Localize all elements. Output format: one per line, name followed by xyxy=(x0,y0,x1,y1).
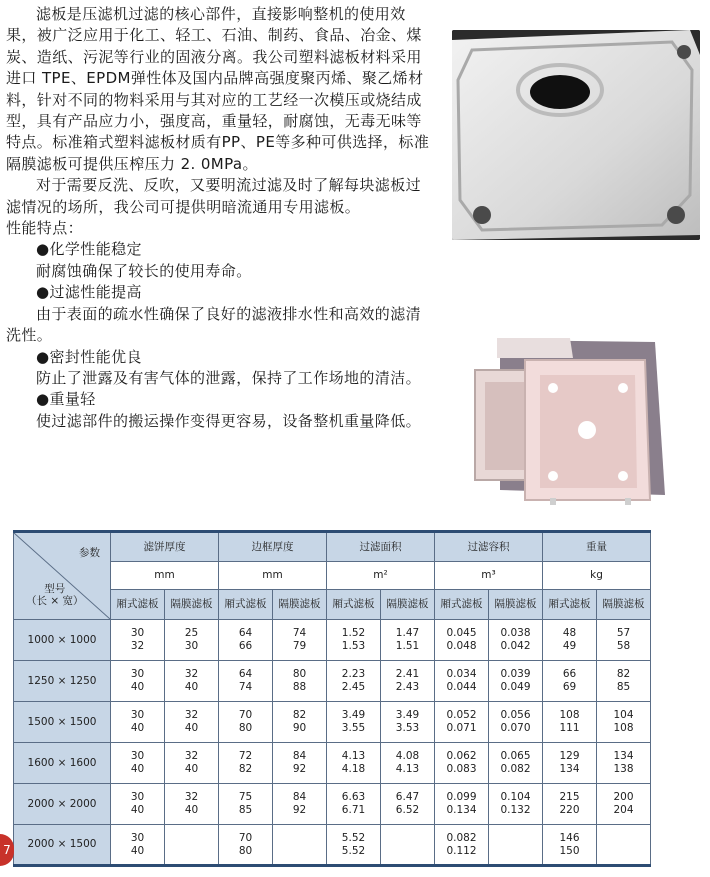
table-row xyxy=(14,702,651,743)
value-cell: 0.052 0.071 xyxy=(435,702,489,743)
value-cell: 215 220 xyxy=(543,784,597,825)
value-cell: 32 40 xyxy=(165,743,219,784)
backwash-paragraph: 对于需要反洗、反吹，又要明流过滤及时了解每块滤板过滤情况的场所，我公司可提供明暗流通用专用滤板。 xyxy=(6,176,422,216)
corner-model-label xyxy=(26,583,83,607)
value-cell: 4.13 4.18 xyxy=(327,743,381,784)
value-cell xyxy=(381,825,435,866)
unit-cell: kg xyxy=(543,562,651,590)
table-row xyxy=(14,743,651,784)
value-cell: 72 82 xyxy=(219,743,273,784)
value-cell: 80 88 xyxy=(273,661,327,702)
plate-type-header: 隔膜滤板 xyxy=(381,590,435,620)
model-cell: 1000 × 1000 xyxy=(14,620,111,661)
plate-type-header: 隔膜滤板 xyxy=(273,590,327,620)
value-cell: 0.056 0.070 xyxy=(489,702,543,743)
model-cell: 1250 × 1250 xyxy=(14,661,111,702)
feature-description: 由于表面的疏水性确保了良好的滤液排水性和高效的滤清洗性。 xyxy=(6,304,422,345)
feature-description: 使过滤部件的搬运操作变得更容易，设备整机重量降低。 xyxy=(36,411,422,430)
value-cell: 70 80 xyxy=(219,702,273,743)
value-cell: 6.63 6.71 xyxy=(327,784,381,825)
value-cell: 30 40 xyxy=(111,661,165,702)
value-cell: 5.52 5.52 xyxy=(327,825,381,866)
value-cell: 3.49 3.53 xyxy=(381,702,435,743)
value-cell: 0.099 0.134 xyxy=(435,784,489,825)
value-cell xyxy=(165,825,219,866)
value-cell: 0.038 0.042 xyxy=(489,620,543,661)
value-cell xyxy=(489,825,543,866)
value-cell: 108 111 xyxy=(543,702,597,743)
unit-cell: m³ xyxy=(435,562,543,590)
value-cell: 74 79 xyxy=(273,620,327,661)
plate-type-header: 隔膜滤板 xyxy=(489,590,543,620)
features-title: 性能特点： xyxy=(6,219,84,238)
value-cell xyxy=(597,825,651,866)
value-cell: 84 92 xyxy=(273,743,327,784)
value-cell: 30 40 xyxy=(111,743,165,784)
param-header: 过滤容积 xyxy=(435,532,543,562)
value-cell: 30 40 xyxy=(111,784,165,825)
unit-cell: mm xyxy=(219,562,327,590)
value-cell: 32 40 xyxy=(165,661,219,702)
plate-type-header: 隔膜滤板 xyxy=(165,590,219,620)
value-cell: 1.52 1.53 xyxy=(327,620,381,661)
value-cell: 48 49 xyxy=(543,620,597,661)
value-cell: 57 58 xyxy=(597,620,651,661)
model-cell: 2000 × 2000 xyxy=(14,784,111,825)
model-label: 型号 xyxy=(44,583,66,595)
plate-type-header: 厢式滤板 xyxy=(219,590,273,620)
param-header: 滤饼厚度 xyxy=(111,532,219,562)
spec-table xyxy=(13,530,651,867)
value-cell: 134 138 xyxy=(597,743,651,784)
value-cell: 4.08 4.13 xyxy=(381,743,435,784)
value-cell: 25 30 xyxy=(165,620,219,661)
feature-title: ●重量轻 xyxy=(36,390,96,409)
value-cell: 32 40 xyxy=(165,784,219,825)
value-cell: 0.039 0.049 xyxy=(489,661,543,702)
intro-paragraph: 滤板是压滤机过滤的核心部件，直接影响整机的使用效果，被广泛应用于化工、轻工、石油、制药、食品、冶金、煤炭、造纸、污泥等行业的固液分离。我公司塑料滤板材料采用进口 TPE、EPDM弹性体及国内品牌高强度聚丙烯、聚乙烯材料，针对不同的物料采用与其对应的工艺经一次模压或烧结成型，具有产品应力小，强度高，重量轻，耐腐蚀，无毒无味等特点。标准箱式塑料滤板材质有PP、PE等多种可供选择，标准隔膜滤板可提供压榨压力 2. 0MPa。 xyxy=(6,5,430,173)
value-cell: 30 40 xyxy=(111,825,165,866)
value-cell: 0.045 0.048 xyxy=(435,620,489,661)
value-cell: 82 85 xyxy=(597,661,651,702)
value-cell: 0.082 0.112 xyxy=(435,825,489,866)
filter-plate-illustration xyxy=(452,30,700,240)
plate-type-header: 隔膜滤板 xyxy=(597,590,651,620)
value-cell: 64 66 xyxy=(219,620,273,661)
table-corner xyxy=(14,532,111,620)
page-number: 7 xyxy=(0,834,14,866)
model-cell: 1600 × 1600 xyxy=(14,743,111,784)
plate-type-header: 厢式滤板 xyxy=(543,590,597,620)
model-cell: 2000 × 1500 xyxy=(14,825,111,866)
table-row xyxy=(14,620,651,661)
plate-type-header: 厢式滤板 xyxy=(435,590,489,620)
filter-plates-stack-photo xyxy=(455,330,670,505)
value-cell: 3.49 3.55 xyxy=(327,702,381,743)
filter-plate-photo xyxy=(452,30,700,240)
value-cell: 6.47 6.52 xyxy=(381,784,435,825)
value-cell xyxy=(273,825,327,866)
description-text xyxy=(6,4,436,432)
value-cell: 2.41 2.43 xyxy=(381,661,435,702)
value-cell: 0.104 0.132 xyxy=(489,784,543,825)
value-cell: 64 74 xyxy=(219,661,273,702)
corner-param-label: 参数 xyxy=(79,547,100,559)
feature-description: 防止了泄露及有害气体的泄露，保持了工作场地的清洁。 xyxy=(36,368,422,387)
plate-type-header: 厢式滤板 xyxy=(327,590,381,620)
unit-cell: mm xyxy=(111,562,219,590)
table-row xyxy=(14,784,651,825)
value-cell: 129 134 xyxy=(543,743,597,784)
feature-title: ●密封性能优良 xyxy=(36,347,142,366)
param-header: 边框厚度 xyxy=(219,532,327,562)
value-cell: 70 80 xyxy=(219,825,273,866)
value-cell: 32 40 xyxy=(165,702,219,743)
value-cell: 30 40 xyxy=(111,702,165,743)
value-cell: 75 85 xyxy=(219,784,273,825)
model-cell: 1500 × 1500 xyxy=(14,702,111,743)
features-list xyxy=(6,239,436,432)
value-cell: 0.065 0.082 xyxy=(489,743,543,784)
value-cell: 104 108 xyxy=(597,702,651,743)
plates-stack-illustration xyxy=(455,330,670,505)
table-row xyxy=(14,825,651,866)
value-cell: 2.23 2.45 xyxy=(327,661,381,702)
value-cell: 82 90 xyxy=(273,702,327,743)
value-cell: 1.47 1.51 xyxy=(381,620,435,661)
table-row xyxy=(14,661,651,702)
feature-title: ●过滤性能提高 xyxy=(36,283,142,302)
value-cell: 0.034 0.044 xyxy=(435,661,489,702)
unit-cell: m² xyxy=(327,562,435,590)
value-cell: 66 69 xyxy=(543,661,597,702)
plate-type-header: 厢式滤板 xyxy=(111,590,165,620)
value-cell: 30 32 xyxy=(111,620,165,661)
param-header: 过滤面积 xyxy=(327,532,435,562)
value-cell: 84 92 xyxy=(273,784,327,825)
value-cell: 146 150 xyxy=(543,825,597,866)
model-size-label: （长 × 宽） xyxy=(26,595,84,607)
value-cell: 0.062 0.083 xyxy=(435,743,489,784)
value-cell: 200 204 xyxy=(597,784,651,825)
feature-title: ●化学性能稳定 xyxy=(36,240,142,259)
param-header: 重量 xyxy=(543,532,651,562)
feature-description: 耐腐蚀确保了较长的使用寿命。 xyxy=(36,261,252,280)
